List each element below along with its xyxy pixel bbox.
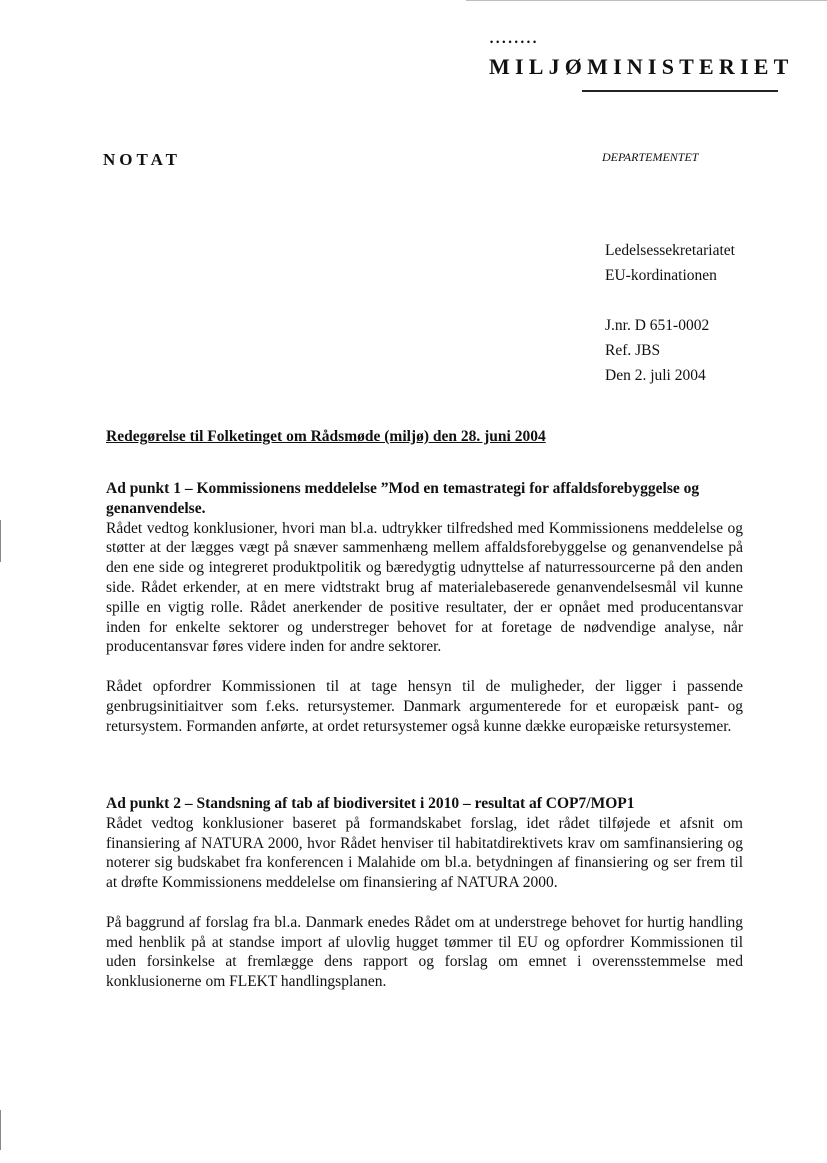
section-heading: Ad punkt 1 – Kommissionens meddelelse ”Mod en temastrategi for affaldsforebyggelse og genanvendelse. (106, 480, 700, 517)
logo-underline (582, 90, 778, 92)
document-date: Den 2. juli 2004 (605, 367, 706, 384)
address-line: Ledelsessekretariatet (605, 242, 735, 259)
address-line: EU-kordinationen (605, 267, 717, 284)
ministry-logo: MILJØMINISTERIET (489, 54, 794, 79)
address-block (605, 238, 735, 288)
section-heading: Ad punkt 2 – Standsning af tab af biodiversitet i 2010 – resultat af COP7/MOP1 (106, 795, 635, 812)
scan-margin-mark (0, 520, 1, 562)
reference-block (605, 313, 709, 388)
reference-initials: Ref. JBS (605, 342, 661, 359)
logo-dots: •••••••• (490, 37, 540, 47)
scan-margin-mark (0, 1110, 1, 1150)
document-title: Redegørelse til Folketinget om Rådsmøde (miljø) den 28. juni 2004 (106, 428, 546, 445)
journal-number: J.nr. D 651-0002 (605, 317, 710, 334)
section-1 (106, 479, 743, 736)
document-type: NOTAT (103, 150, 181, 169)
section-paragraph: Rådet opfordrer Kommissionen til at tage hensyn til de muligheder, der ligger i passende genbrugsinitiaitver som f.eks. retursystemer. Danmark argumenterede for et europæisk pant- og retursystem. Formanden anførte, at ordet retursystemer også kunne dække europæiske retursystemer. (106, 677, 743, 735)
section-paragraph: Rådet vedtog konklusioner baseret på formandskabet forslag, idet rådet tilføjede et afsnit om finansiering af NATURA 2000, hvor Rådet henviser til habitatdirektivets krav om samfinansiering og noterer sig budskabet fra konferencen i Malahide om bl.a. betydningen af finansiering og ser frem til at drøfte Kommissionens meddelelse om finansiering af NATURA 2000. (106, 814, 743, 892)
department-label: DEPARTEMENTET (602, 150, 699, 164)
section-paragraph: Rådet vedtog konklusioner, hvori man bl.a. udtrykker tilfredshed med Kommissionens meddelelse og støtter at der lægges vægt på snæver sammenhæng mellem affaldsforebyggelse og genanvendelse på den ene side og integreret produktpolitik og bæredygtig udnyttelse af naturressourcerne på den anden side. Rådet erkender, at en mere vidtstrakt brug af materialebaserede genanvendelsesmål vil kunne spille en vigtig rolle. Rådet anerkender de positive resultater, der er opnået med producentansvar inden for enkelte sektorer og understreger behovet for at foretage de nødvendige analyse, når producentansvar føres videre inden for andre sektorer. (106, 519, 743, 656)
section-paragraph: På baggrund af forslag fra bl.a. Danmark enedes Rådet om at understrege behovet for hurtig handling med henblik på at standse import af ulovlig hugget tømmer til EU og opfordrer Kommissionen til uden forsinkelse at fremlægge dens rapport og forslag om emnet i overensstemmelse med konklusionerne om FLEKT handlingsplanen. (106, 913, 743, 991)
section-2 (106, 794, 743, 992)
scan-top-edge-line (466, 0, 827, 1)
